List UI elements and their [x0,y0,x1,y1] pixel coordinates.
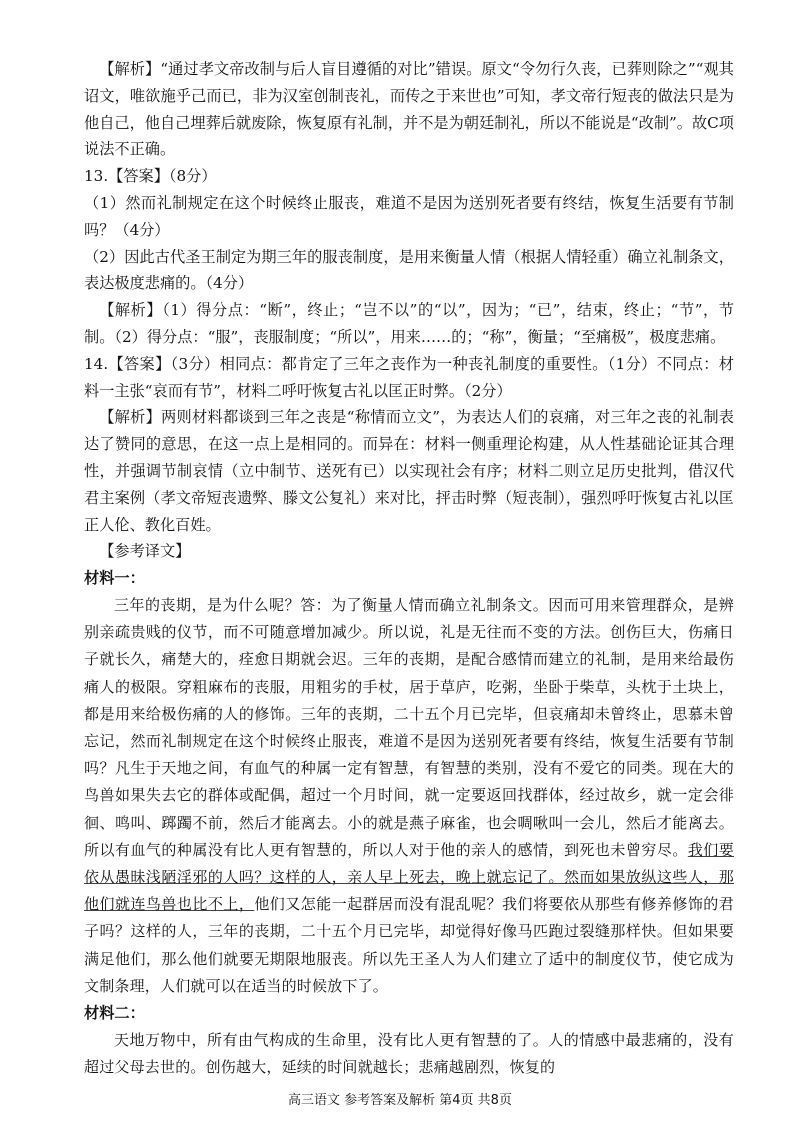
translation-header: 【参考译文】 [99,542,191,561]
q13-answer-header: 13.【答案】（8分） [84,167,217,186]
q13-answer-2: （2）因此古代圣王制定为期三年的服丧制度，是用来衡量人情（根据人情轻重）确立礼制条文，表达极度悲痛的。（4分） [84,247,734,293]
q13-answer-1: （1）然而礼制规定在这个时候终止服丧，难道不是因为送别死者要有终结，恢复生活要有节制吗？（4分） [84,193,734,239]
q14-analysis: 【解析】两则材料都谈到三年之丧是“称情而立文”，为表达人们的哀痛，对三年之丧的礼制表达了赞同的意思，在这一点上是相同的。而异在：材料一侧重理论构建，从人性基础论证其合理性，并强调节制哀情（立中制节、送死有已）以实现社会有序；材料二则立足历史批判，借汉代君主案例（孝文帝短丧遗弊、滕文公复礼）来对比，抨击时弊（短丧制），强烈呼吁恢复古礼以匡正人伦、教化百姓。 [84,408,734,534]
material-one-text-b: 他们又怎能一起群居而没有混乱呢？我们将要依从那些有修养修饰的君子吗？这样的人，三年的丧期，二十五个月已完毕，却觉得好像马匹跑过裂缝那样快。但如果要满足他们，那么他们就要无期限地服丧。所以先王圣人为人们建立了适中的制度仪节，使它成为文制条理，人们就可以在适当的时候放下了。 [84,895,734,995]
q14-answer: 14.【答案】（3分）相同点：都肯定了三年之丧作为一种丧礼制度的重要性。（1分）不同点：材料一主张“哀而有节”，材料二呼吁恢复古礼以匡正时弊。（2分） [84,354,734,400]
material-one-translation [84,592,734,1000]
page-footer: 高三语文 参考答案及解析 第4页 共8页 [288,1093,512,1108]
q13-analysis: 【解析】（1）得分点：“断”，终止；“岂不以”的“以”，因为；“已”，结束，终止；“节”，节制。（2）得分点：“服”，丧服制度；“所以”，用来……的；“称”，衡量；“至痛极”，极度悲痛。 [84,301,734,346]
material-one-underlined-text: 我们要依从愚昧浅陋淫邪的人吗？这样的人，亲人早上死去，晚上就忘记了。然而如果放纵这些人，那他们就连鸟兽也比不上， [84,840,734,914]
material-one-text-a: 三年的丧期，是为什么呢？答：为了衡量人情而确立礼制条文。因而可用来管理群众，是辨别亲疏贵贱的仪节，而不可随意增加减少。所以说，礼是无往而不变的方法。创伤巨大，伤痛日子就长久，痛楚大的，痊愈日期就会迟。三年的丧期，是配合感情而建立的礼制，是用来给最伤痛人的极限。穿粗麻布的丧服，用粗劣的手杖，居于草庐，吃粥，坐卧于柴草，头枕于土块上，都是用来给极伤痛的人的修饰。三年的丧期，二十五个月已完毕，但哀痛却未曾终止，思慕未曾忘记，然而礼制规定在这个时候终止服丧，难道不是因为送别死者要有终结，恢复生活要有节制吗？凡生于天地之间，有血气的种属一定有智慧，有智慧的类别，没有不爱它的同类。现在大的鸟兽如果失去它的群体或配偶，超过一个月时间，就一定要返回找群体，经过故乡，就一定会徘徊、鸣叫、踯躅不前，然后才能离去。小的就是燕子麻雀，也会啁啾叫一会儿，然后才能离去。所以有血气的种属没有比人更有智慧的，所以人对于他的亲人的感情，到死也未曾穷尽。 [84,595,734,859]
q12-analysis: 【解析】“通过孝文帝改制与后人盲目遵循的对比”错误。原文“令勿行久丧，已葬则除之”“观其诏文，唯欲施乎己而已，非为汉室创制丧礼，而传之于来世也”可知，孝文帝行短丧的做法只是为他自己，他自己埋葬后就废除，恢复原有礼制，并不是为朝廷制礼，所以不能说是“改制”。故C项说法不正确。 [84,60,734,159]
document-page [84,56,734,1081]
material-two-translation: 天地万物中，所有由气构成的生命里，没有比人更有智慧的了。人的情感中最悲痛的，没有超过父母去世的。创伤越大，延续的时间就越长；悲痛越剧烈，恢复的 [84,1030,734,1076]
material-two-title: 材料二： [84,1003,145,1022]
material-one-title: 材料一： [84,569,145,588]
